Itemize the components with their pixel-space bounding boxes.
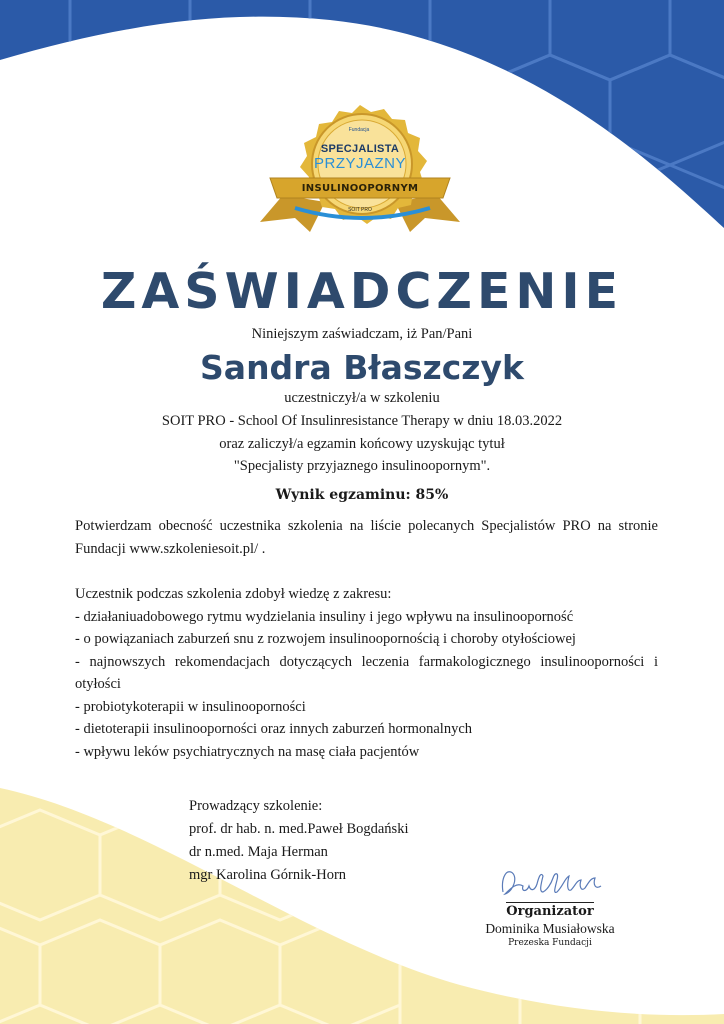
organizer-title: Organizator <box>506 904 594 919</box>
knowledge-section <box>75 583 658 763</box>
badge-przyjazny: PRZYJAZNY <box>313 155 406 172</box>
badge-ribbon: INSULINOOPORNYM <box>301 183 419 194</box>
title-awarded-line: "Specjalisty przyjaznego insulinoopornym". <box>233 458 491 474</box>
badge-logo: Fundacja <box>348 127 370 133</box>
knowledge-item: - o powiązaniach zaburzeń snu z rozwojem insulinoopornością i choroby otyłościowej <box>75 631 576 647</box>
lecturers-block <box>189 795 509 887</box>
badge-soit-pro: SOIT PRO <box>348 207 372 213</box>
badge-specjalista: SPECJALISTA <box>320 143 400 155</box>
exam-score: Wynik egzaminu: 85% <box>275 487 449 503</box>
training-line: SOIT PRO - School Of Insulinresistance Therapy w dniu 18.03.2022 <box>161 413 563 429</box>
lecturer-name: prof. dr hab. n. med.Paweł Bogdański <box>189 821 409 837</box>
knowledge-item: - probiotykoterapii w insulinooporności <box>75 698 306 715</box>
knowledge-intro: Uczestnik podczas szkolenia zdobył wiedzę z zakresu: <box>75 586 392 602</box>
organizer-role: Prezeska Fundacji <box>508 938 592 948</box>
exam-line: oraz zaliczył/a egzamin końcowy uzyskując tytuł <box>219 436 505 452</box>
certificate-title: ZAŚWIADCZENIE <box>100 263 624 320</box>
knowledge-item: - działaniuadobowego rytmu wydzielania insuliny i jego wpływu na insulinooporność <box>75 608 574 625</box>
handwritten-signature <box>497 862 609 904</box>
organizer-name: Dominika Musiałowska <box>485 921 615 936</box>
knowledge-item: - wpływu leków psychiatrycznych na masę ciała pacjentów <box>75 743 420 760</box>
participation-line: uczestniczył/a w szkoleniu <box>284 390 440 406</box>
knowledge-item: - dietoterapii insulinooporności oraz innych zaburzeń hormonalnych <box>75 721 473 737</box>
recipient-name: Sandra Błaszczyk <box>200 348 524 387</box>
knowledge-item: - najnowszych rekomendacjach dotyczących leczenia farmakologicznego insulinooporności i otyłości <box>75 653 658 692</box>
lecturers-heading: Prowadzący szkolenie: <box>189 798 323 814</box>
lecturer-name: dr n.med. Maja Herman <box>189 844 328 860</box>
lecturer-name: mgr Karolina Górnik-Horn <box>189 867 347 883</box>
confirmation-paragraph: Potwierdzam obecność uczestnika szkolenia na liście polecanych Specjalistów PRO na stronie Fundacji www.szkoleniesoit.pl/ . <box>75 518 658 557</box>
organizer-block <box>470 900 630 948</box>
intro-text: Niniejszym zaświadczam, iż Pan/Pani <box>251 326 473 342</box>
